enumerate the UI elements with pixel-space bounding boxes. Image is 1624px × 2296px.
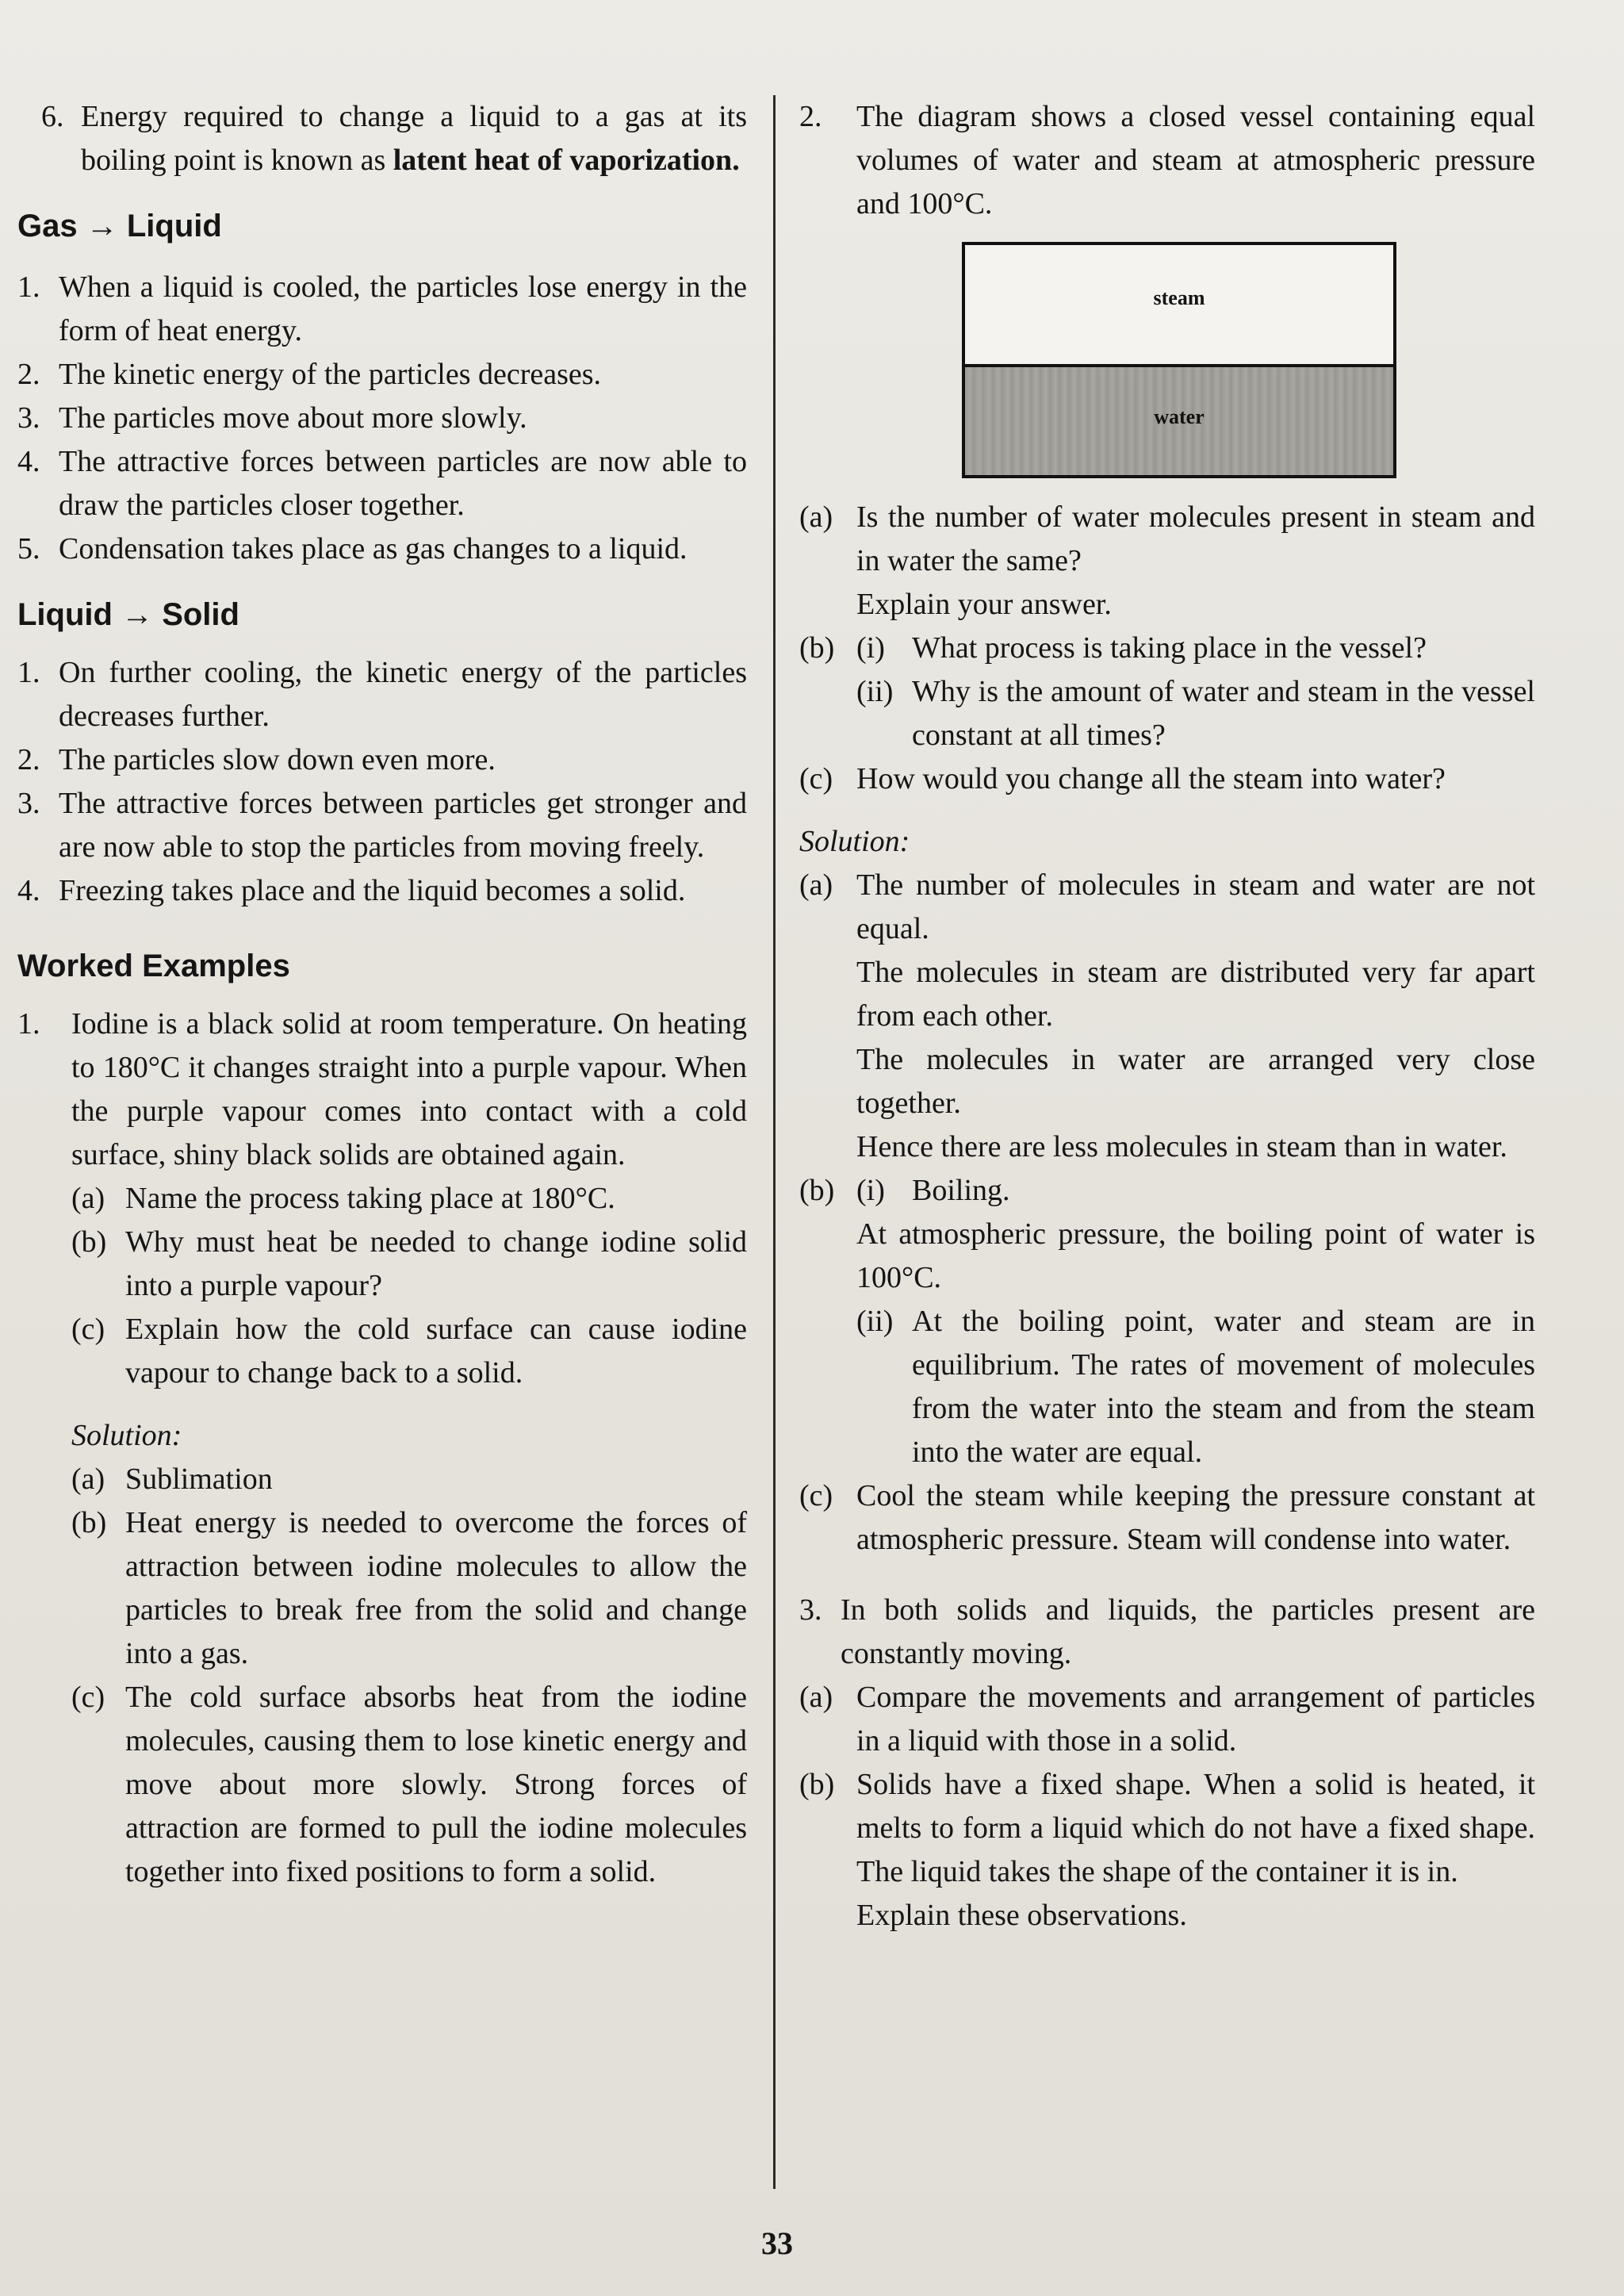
item-text: Condensation takes place as gas changes to a liquid. [59, 532, 688, 565]
solution-extra: At atmospheric pressure, the boiling point of water is 100°C. [856, 1217, 1535, 1294]
bold-term: latent heat of vaporization [393, 144, 733, 177]
question-part [799, 757, 1535, 801]
item-number: 6. [41, 100, 64, 133]
vessel-diagram [962, 242, 1396, 478]
part-text: Solids have a fixed shape. When a solid is heated, it melts to form a liquid which do not have a fixed shape. The liquid takes the shape of the container it is in. [856, 1768, 1535, 1888]
list-item [17, 527, 747, 571]
subpart-label: (i) [856, 631, 885, 665]
question-text: The diagram shows a closed vessel containing equal volumes of water and steam at atmospheric pressure and 100°C. [856, 100, 1535, 220]
section-heading-gas-liquid: Gas → Liquid [17, 209, 222, 243]
part-text: Why must heat be needed to change iodine solid into a purple vapour? [125, 1225, 747, 1302]
column-divider [773, 95, 776, 2189]
part-label: (c) [71, 1313, 105, 1346]
part-label: (a) [71, 1462, 105, 1496]
worked-example-1 [17, 1002, 747, 1894]
list-item [17, 353, 747, 397]
part-label: (b) [799, 1768, 835, 1801]
solution-part [71, 1458, 747, 1501]
part-explain: Explain these observations. [856, 1899, 1187, 1932]
part-text: The cold surface absorbs heat from the iodine molecules, causing them to lose kinetic energy and move about more slowly. Strong forces of attraction are formed to pull the iodine molecules together into fixed positions to form a solid. [125, 1681, 747, 1888]
steam-label: steam [1153, 286, 1205, 309]
item-text: Freezing takes place and the liquid becomes a solid. [59, 874, 686, 907]
item-text: The particles slow down even more. [59, 743, 496, 776]
item-number: 2. [17, 358, 40, 391]
item-text: The particles move about more slowly. [59, 401, 527, 435]
right-column [799, 95, 1535, 1938]
section-heading-worked-examples: Worked Examples [17, 949, 290, 983]
solution-subpart [856, 1300, 1535, 1474]
question-text: Iodine is a black solid at room temperature. On heating to 180°C it changes straight into a purple vapour. When the purple vapour comes into contact with a cold surface, shiny black solids are obtained again. [71, 1007, 747, 1171]
list-item [17, 266, 747, 353]
item-number: 3. [17, 787, 40, 820]
item-number: 1. [17, 270, 40, 304]
liquid-solid-list [17, 651, 747, 913]
part-text: How would you change all the steam into water? [856, 762, 1446, 795]
question-number: 1. [17, 1007, 40, 1041]
part-text: Is the number of water molecules present in steam and in water the same? [856, 500, 1535, 577]
steam-region [965, 245, 1393, 367]
part-label: (a) [799, 500, 833, 534]
list-item [17, 440, 747, 527]
part-label: (b) [799, 1174, 835, 1207]
solution-line: The molecules in steam are distributed very far apart from each other. [856, 956, 1535, 1033]
part-label: (a) [799, 868, 833, 902]
part-label: (b) [799, 631, 835, 665]
list-item [17, 397, 747, 440]
item-number: 1. [17, 656, 40, 689]
subpart-text: What process is taking place in the vessel? [912, 631, 1427, 665]
part-text: Name the process taking place at 180°C. [125, 1182, 615, 1215]
item-number: 4. [17, 874, 40, 907]
part-text: Cool the steam while keeping the pressure constant at atmospheric pressure. Steam will condense into water. [856, 1479, 1535, 1556]
part-text: Heat energy is needed to overcome the forces of attraction between iodine molecules to allow the particles to break free from the solid and change into a gas. [125, 1506, 747, 1670]
solution-parts [71, 1458, 747, 1894]
subpart-label: (ii) [856, 1305, 894, 1338]
solution-part [71, 1676, 747, 1894]
part-label: (b) [71, 1506, 107, 1539]
section-heading-liquid-solid: Liquid → Solid [17, 597, 239, 632]
question-subpart [856, 670, 1535, 757]
solution-part [799, 864, 1535, 1169]
question-part [799, 627, 1535, 670]
question-part [71, 1177, 747, 1221]
item-text: On further cooling, the kinetic energy of the particles decreases further. [59, 656, 747, 733]
question-part [799, 1676, 1535, 1763]
item-text [81, 95, 747, 182]
part-explain: Explain your answer. [856, 588, 1112, 621]
part-text: Compare the movements and arrangement of particles in a liquid with those in a solid. [856, 1681, 1535, 1757]
list-item [17, 869, 747, 913]
part-label: (a) [799, 1681, 833, 1714]
water-region [965, 367, 1393, 475]
page-number: 33 [761, 2225, 793, 2261]
item-number: 5. [17, 532, 40, 565]
item-text: When a liquid is cooled, the particles lose energy in the form of heat energy. [59, 270, 747, 347]
list-item [41, 95, 747, 182]
list-item [17, 738, 747, 782]
question [17, 1002, 747, 1177]
solution-line: Hence there are less molecules in steam than in water. [856, 1130, 1507, 1163]
solution-part [799, 1474, 1535, 1562]
list-item [17, 782, 747, 869]
item-text: The attractive forces between particles are now able to draw the particles closer together. [59, 445, 747, 522]
solution-label: Solution: [799, 825, 910, 858]
text-part: Energy required to change a liquid to a gas at its boiling point is known as [81, 100, 747, 177]
part-label: (b) [71, 1225, 107, 1259]
item-number: 2. [17, 743, 40, 776]
question-number: 2. [799, 100, 822, 133]
solution-part [71, 1501, 747, 1676]
subpart-text: Why is the amount of water and steam in the vessel constant at all times? [912, 675, 1535, 752]
part-label: (c) [71, 1681, 105, 1714]
question [799, 1589, 1535, 1676]
water-label: water [1154, 405, 1205, 428]
solution-line: The molecules in water are arranged very close together. [856, 1043, 1535, 1120]
part-text [856, 864, 1535, 1169]
gas-liquid-list [17, 266, 747, 571]
text-part: . [732, 144, 740, 177]
part-label: (c) [799, 762, 833, 795]
list-item [17, 651, 747, 738]
part-label: (a) [71, 1182, 105, 1215]
question [799, 95, 1535, 226]
question-part [71, 1308, 747, 1395]
part-text: Sublimation [125, 1462, 273, 1496]
part-label: (c) [799, 1479, 833, 1512]
question-number: 3. [799, 1593, 822, 1627]
item-number: 3. [17, 401, 40, 435]
question-parts [71, 1177, 747, 1395]
question-part [799, 496, 1535, 583]
item-text: The attractive forces between particles get stronger and are now able to stop the particles from moving freely. [59, 787, 747, 864]
question-part [799, 1763, 1535, 1894]
subpart-text: Boiling. [912, 1174, 1010, 1207]
solution-label: Solution: [71, 1419, 182, 1452]
left-column [17, 95, 747, 1894]
solution-line: The number of molecules in steam and water are not equal. [856, 868, 1535, 945]
part-text: Explain how the cold surface can cause iodine vapour to change back to a solid. [125, 1313, 747, 1389]
subpart-label: (i) [856, 1174, 885, 1207]
subpart-text: At the boiling point, water and steam are in equilibrium. The rates of movement of molecules from the water into the steam and from the steam into the water are equal. [912, 1305, 1535, 1469]
item-text: The kinetic energy of the particles decreases. [59, 358, 602, 391]
question-text: In both solids and liquids, the particles present are constantly moving. [841, 1593, 1535, 1670]
item-number: 4. [17, 445, 40, 478]
question-part [71, 1221, 747, 1308]
subpart-label: (ii) [856, 675, 894, 708]
solution-part [799, 1169, 1535, 1213]
